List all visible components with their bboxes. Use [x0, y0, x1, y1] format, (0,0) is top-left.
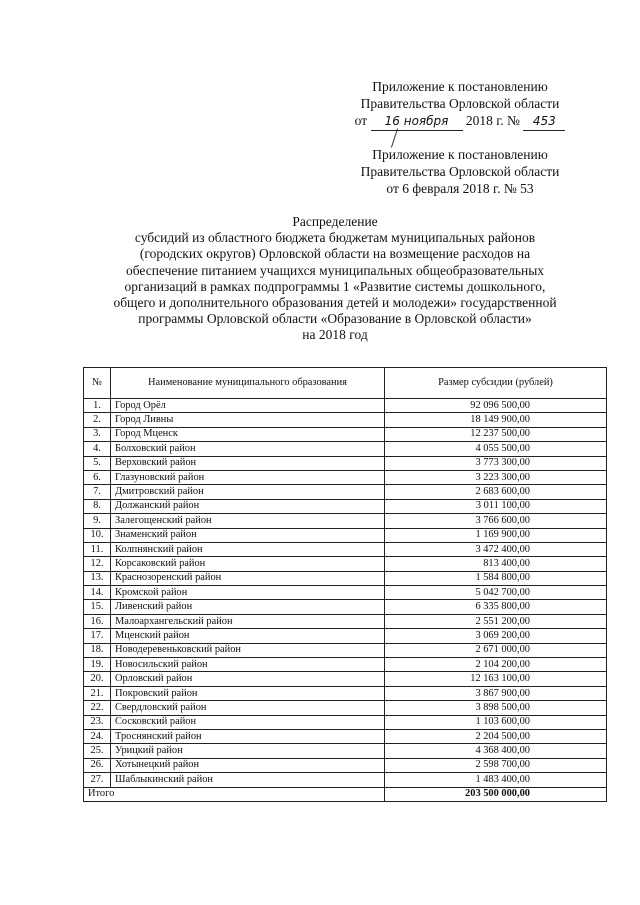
table-row [84, 571, 607, 585]
approval-header [340, 78, 580, 131]
subsidy-amount: 2 104 200,00 [385, 658, 607, 672]
subsidy-amount: 4 368 400,00 [385, 744, 607, 758]
header-line: от 6 февраля 2018 г. № 53 [386, 181, 534, 196]
municipality-name: Новосильский район [111, 658, 385, 672]
row-number: 21. [84, 686, 111, 700]
municipality-name: Урицкий район [111, 744, 385, 758]
row-number: 3. [84, 427, 111, 441]
subsidy-amount: 2 671 000,00 [385, 643, 607, 657]
subsidy-amount: 18 149 900,00 [385, 413, 607, 427]
table-header-row [84, 368, 607, 399]
subsidy-amount: 3 766 600,00 [385, 514, 607, 528]
table-row [84, 643, 607, 657]
municipality-name: Глазуновский район [111, 470, 385, 484]
municipality-name: Орловский район [111, 672, 385, 686]
table-row [84, 514, 607, 528]
row-number: 8. [84, 499, 111, 513]
row-number: 4. [84, 442, 111, 456]
row-number: 13. [84, 571, 111, 585]
municipality-name: Колпнянский район [111, 542, 385, 556]
subsidy-amount: 1 103 600,00 [385, 715, 607, 729]
row-number: 7. [84, 485, 111, 499]
row-number: 11. [84, 542, 111, 556]
row-number: 19. [84, 658, 111, 672]
row-number: 18. [84, 643, 111, 657]
row-number: 24. [84, 729, 111, 743]
title-line: общего и дополнительного образования детей и молодежи» государственной [113, 295, 557, 311]
municipality-name: Покровский район [111, 686, 385, 700]
subsidy-amount: 3 069 200,00 [385, 629, 607, 643]
header-line: Приложение к постановлению [372, 147, 548, 162]
table-row [84, 399, 607, 413]
table-row [84, 672, 607, 686]
subsidy-amount: 3 773 300,00 [385, 456, 607, 470]
row-number: 20. [84, 672, 111, 686]
table-row [84, 485, 607, 499]
municipality-name: Малоархангельский район [111, 614, 385, 628]
table-row [84, 456, 607, 470]
title-line: организаций в рамках подпрограммы 1 «Развитие системы дошкольного, [124, 278, 546, 294]
appendix-header [340, 146, 580, 197]
title-line: программы Орловской области «Образование в Орловской области» [138, 311, 532, 327]
table-row [84, 528, 607, 542]
table-row [84, 686, 607, 700]
municipality-name: Новодеревеньковский район [111, 643, 385, 657]
subsidy-amount: 3 867 900,00 [385, 686, 607, 700]
subsidy-amount: 12 237 500,00 [385, 427, 607, 441]
subsidy-table [83, 367, 607, 802]
document-title [80, 214, 590, 344]
row-number: 15. [84, 600, 111, 614]
subsidy-amount: 2 598 700,00 [385, 758, 607, 772]
table-row [84, 629, 607, 643]
table-row [84, 413, 607, 427]
table-row [84, 729, 607, 743]
row-number: 22. [84, 701, 111, 715]
title-line: на 2018 год [302, 327, 368, 343]
table-row [84, 600, 607, 614]
municipality-name: Город Мценск [111, 427, 385, 441]
municipality-name: Знаменский район [111, 528, 385, 542]
table-row [84, 499, 607, 513]
row-number: 9. [84, 514, 111, 528]
pen-stroke [391, 128, 398, 147]
row-number: 1. [84, 399, 111, 413]
table-row [84, 557, 607, 571]
header-line: Правительства Орловской области [360, 164, 560, 179]
row-number: 25. [84, 744, 111, 758]
table-row [84, 715, 607, 729]
row-number: 5. [84, 456, 111, 470]
subsidy-amount: 3 223 300,00 [385, 470, 607, 484]
municipality-name: Краснозоренский район [111, 571, 385, 585]
total-row [84, 787, 607, 801]
subsidy-amount: 3 472 400,00 [385, 542, 607, 556]
col-header-amount: Размер субсидии (рублей) [385, 368, 607, 399]
title-line: обеспечение питанием учащихся муниципальных общеобразовательных [125, 262, 545, 278]
municipality-name: Корсаковский район [111, 557, 385, 571]
row-number: 14. [84, 586, 111, 600]
table-row [84, 701, 607, 715]
total-value: 203 500 000,00 [385, 787, 607, 801]
handwritten-date: 16 ноября [371, 113, 463, 131]
municipality-name: Мценский район [111, 629, 385, 643]
table-row [84, 744, 607, 758]
subsidy-amount: 2 683 600,00 [385, 485, 607, 499]
table-row [84, 427, 607, 441]
col-header-name: Наименование муниципального образования [111, 368, 385, 399]
municipality-name: Ливенский район [111, 600, 385, 614]
table-row [84, 470, 607, 484]
header-line: Приложение к постановлению [372, 79, 548, 94]
table-row [84, 758, 607, 772]
municipality-name: Троснянский район [111, 729, 385, 743]
title-line: субсидий из областного бюджета бюджетам муниципальных районов [134, 230, 536, 246]
header-line: Правительства Орловской области [360, 96, 560, 111]
table-row [84, 773, 607, 787]
municipality-name: Сосковский район [111, 715, 385, 729]
row-number: 26. [84, 758, 111, 772]
handwritten-number: 453 [523, 113, 565, 131]
table-row [84, 658, 607, 672]
municipality-name: Свердловский район [111, 701, 385, 715]
municipality-name: Должанский район [111, 499, 385, 513]
subsidy-amount: 1 169 900,00 [385, 528, 607, 542]
table-row [84, 442, 607, 456]
table-row [84, 542, 607, 556]
table-row [84, 614, 607, 628]
total-label: Итого [84, 787, 385, 801]
municipality-name: Хотынецкий район [111, 758, 385, 772]
municipality-name: Шаблыкинский район [111, 773, 385, 787]
row-number: 17. [84, 629, 111, 643]
subsidy-amount: 3 011 100,00 [385, 499, 607, 513]
row-number: 16. [84, 614, 111, 628]
row-number: 2. [84, 413, 111, 427]
subsidy-amount: 4 055 500,00 [385, 442, 607, 456]
row-number: 12. [84, 557, 111, 571]
municipality-name: Кромской район [111, 586, 385, 600]
row-number: 27. [84, 773, 111, 787]
subsidy-amount: 1 483 400,00 [385, 773, 607, 787]
subsidy-amount: 12 163 100,00 [385, 672, 607, 686]
title-heading: Распределение [292, 214, 378, 229]
municipality-name: Город Ливны [111, 413, 385, 427]
municipality-name: Город Орёл [111, 399, 385, 413]
date-prefix: от [354, 113, 368, 128]
municipality-name: Залегощенский район [111, 514, 385, 528]
subsidy-amount: 92 096 500,00 [385, 399, 607, 413]
subsidy-amount: 2 551 200,00 [385, 614, 607, 628]
header-date-line [340, 112, 580, 131]
subsidy-amount: 5 042 700,00 [385, 586, 607, 600]
row-number: 6. [84, 470, 111, 484]
subsidy-amount: 813 400,00 [385, 557, 607, 571]
municipality-name: Болховский район [111, 442, 385, 456]
row-number: 23. [84, 715, 111, 729]
subsidy-amount: 1 584 800,00 [385, 571, 607, 585]
col-header-number: № [84, 368, 111, 399]
municipality-name: Дмитровский район [111, 485, 385, 499]
year-label: 2018 г. № [465, 113, 520, 128]
subsidy-amount: 6 335 800,00 [385, 600, 607, 614]
subsidy-amount: 2 204 500,00 [385, 729, 607, 743]
municipality-name: Верховский район [111, 456, 385, 470]
table-row [84, 586, 607, 600]
title-line: (городских округов) Орловской области на возмещение расходов на [139, 246, 531, 262]
row-number: 10. [84, 528, 111, 542]
subsidy-amount: 3 898 500,00 [385, 701, 607, 715]
